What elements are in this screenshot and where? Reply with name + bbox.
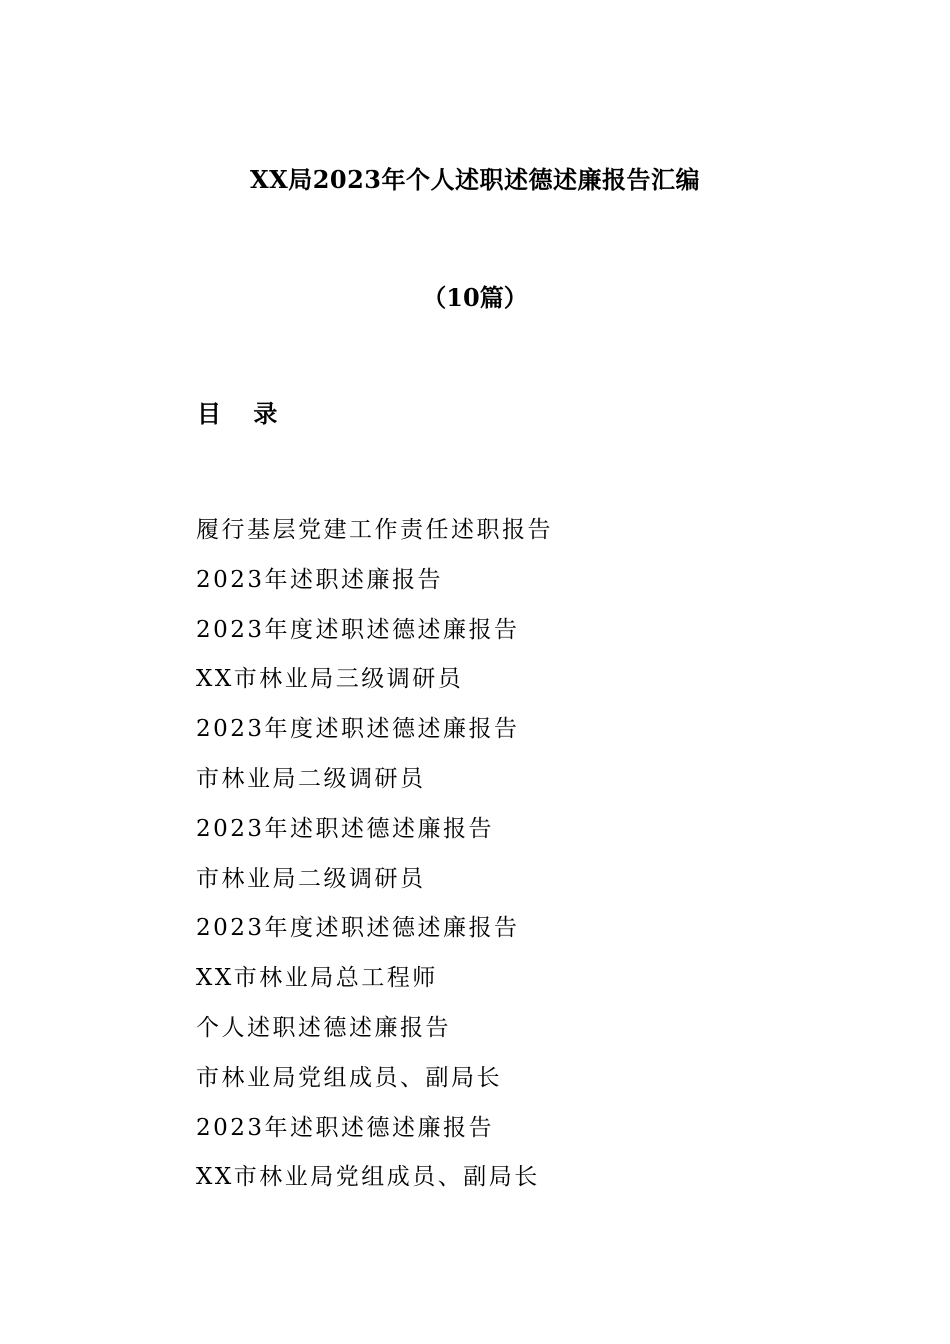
toc-item: 市林业局党组成员、副局长 <box>196 1064 502 1091</box>
toc-item: 2023年度述职述德述廉报告 <box>196 616 520 643</box>
toc-item: 履行基层党建工作责任述职报告 <box>196 517 553 543</box>
toc-item: 个人述职述德述廉报告 <box>196 1014 451 1041</box>
toc-item: XX市林业局党组成员、副局长 <box>196 1164 540 1191</box>
document-title: XX局2023年个人述职述德述廉报告汇编 <box>249 165 701 194</box>
toc-item: 2023年度述职述德述廉报告 <box>196 915 520 942</box>
toc-item: XX市林业局总工程师 <box>196 965 438 992</box>
toc-heading: 目 录 <box>197 399 290 428</box>
toc-item: 2023年述职述德述廉报告 <box>196 1114 495 1141</box>
toc-item: 2023年度述职述德述廉报告 <box>196 716 520 743</box>
toc-item: XX市林业局三级调研员 <box>196 666 464 693</box>
toc-list <box>196 510 553 1207</box>
document-subtitle: （10篇） <box>422 283 528 312</box>
toc-item: 2023年述职述德述廉报告 <box>196 815 495 842</box>
toc-item: 市林业局二级调研员 <box>196 865 426 892</box>
toc-item: 2023年述职述廉报告 <box>196 566 444 593</box>
toc-item: 市林业局二级调研员 <box>196 765 426 792</box>
